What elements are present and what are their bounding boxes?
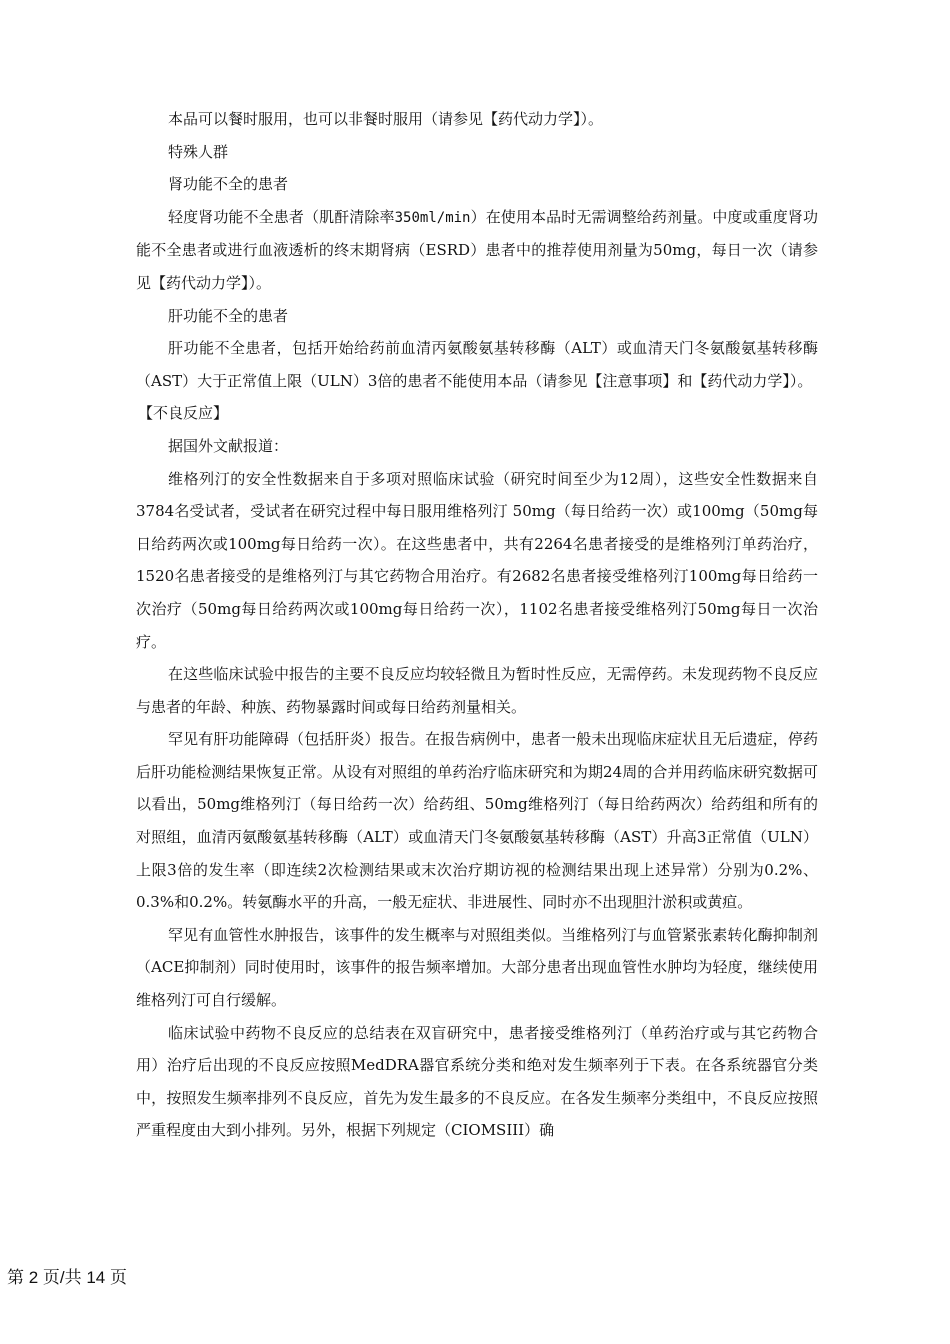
paragraph-hepatic-dysfunction: 罕见有肝功能障碍（包括肝炎）报告。在报告病例中，患者一般未出现临床症状且无后遗症，停药后肝功能检测结果恢复正常。从设有对照组的单药治疗临床研究和为期24周的合并用药临床研究数据可以看出，50mg维格列汀（每日给药一次）给药组、50mg维格列汀（每日给药两次）给药组和所有的对照组，血清丙氨酸氨基转移酶（ALT）或血清天门冬氨酸氨基转移酶（AST）升高3正常值（ULN）上限3倍的发生率（即连续2次检测结果或末次治疗期访视的检测结果出现上述异常）分别为0.2%、0.3%和0.2%。转氨酶水平的升高，一般无症状、非进展性、同时亦不出现胆汁淤积或黄疸。 — [136, 730, 818, 912]
heading-adverse-reactions: 【不良反应】 — [138, 404, 229, 423]
heading-special-populations: 特殊人群 — [168, 142, 229, 161]
paragraph-renal-dosing — [136, 201, 818, 300]
renal-text-before: 轻度肾功能不全患者（肌酐清除率 — [168, 207, 395, 226]
renal-text-after: ）在使用本品时无需调整给药剂量。中度或重度肾功能不全患者或进行血液透析的终末期肾病（ESRD）患者中的推荐使用剂量为50mg，每日一次（请参见【药代动力学】）。 — [136, 207, 818, 292]
paragraph-hepatic-dosing: 肝功能不全患者，包括开始给药前血清丙氨酸氨基转移酶（ALT）或血清天门冬氨酸氨基转移酶（AST）大于正常值上限（ULN）3倍的患者不能使用本品（请参见【注意事项】和【药代动力学】）。 — [136, 339, 818, 390]
paragraph-literature-note: 据国外文献报道： — [168, 436, 289, 455]
paragraph-meal-timing: 本品可以餐时服用，也可以非餐时服用（请参见【药代动力学】）。 — [168, 110, 604, 128]
paragraph-main-reactions: 在这些临床试验中报告的主要不良反应均较轻微且为暂时性反应，无需停药。未发现药物不良反应与患者的年龄、种族、药物暴露时间或每日给药剂量相关。 — [136, 665, 818, 716]
paragraph-angioedema: 罕见有血管性水肿报告，该事件的发生概率与对照组类似。当维格列汀与血管紧张素转化酶抑制剂（ACE抑制剂）同时使用时，该事件的报告频率增加。大部分患者出现血管性水肿均为轻度，继续使用维格列汀可自行缓解。 — [136, 925, 818, 1010]
document-body — [136, 103, 818, 1147]
heading-renal-impairment: 肾功能不全的患者 — [168, 175, 289, 194]
paragraph-summary-table: 临床试验中药物不良反应的总结表在双盲研究中，患者接受维格列汀（单药治疗或与其它药物合用）治疗后出现的不良反应按照MedDRA器官系统分类和绝对发生频率列于下表。在各系统器官分类中，按照发生频率排列不良反应，首先为发生最多的不良反应。在各发生频率分类组中，不良反应按照严重程度由大到小排列。另外，根据下列规定（CIOMSIII）确 — [136, 1023, 818, 1140]
paragraph-safety-data: 维格列汀的安全性数据来自于多项对照临床试验（研究时间至少为12周），这些安全性数据来自3784名受试者，受试者在研究过程中每日服用维格列汀 50mg（每日给药一次）或100mg（50mg每日给药两次或100mg每日给药一次）。在这些患者中，共有2264名患者接受的是维格列汀单药治疗，1520名患者接受的是维格列汀与其它药物合用治疗。有2682名患者接受维格列汀100mg每日给药一次治疗（50mg每日给药两次或100mg每日给药一次），1102名患者接受维格列汀50mg每日一次治疗。 — [136, 469, 818, 651]
page-number: 第 2 页/共 14 页 — [7, 1268, 127, 1287]
heading-hepatic-impairment: 肝功能不全的患者 — [168, 306, 289, 325]
creatinine-clearance-value: 350ml/min — [394, 209, 471, 226]
